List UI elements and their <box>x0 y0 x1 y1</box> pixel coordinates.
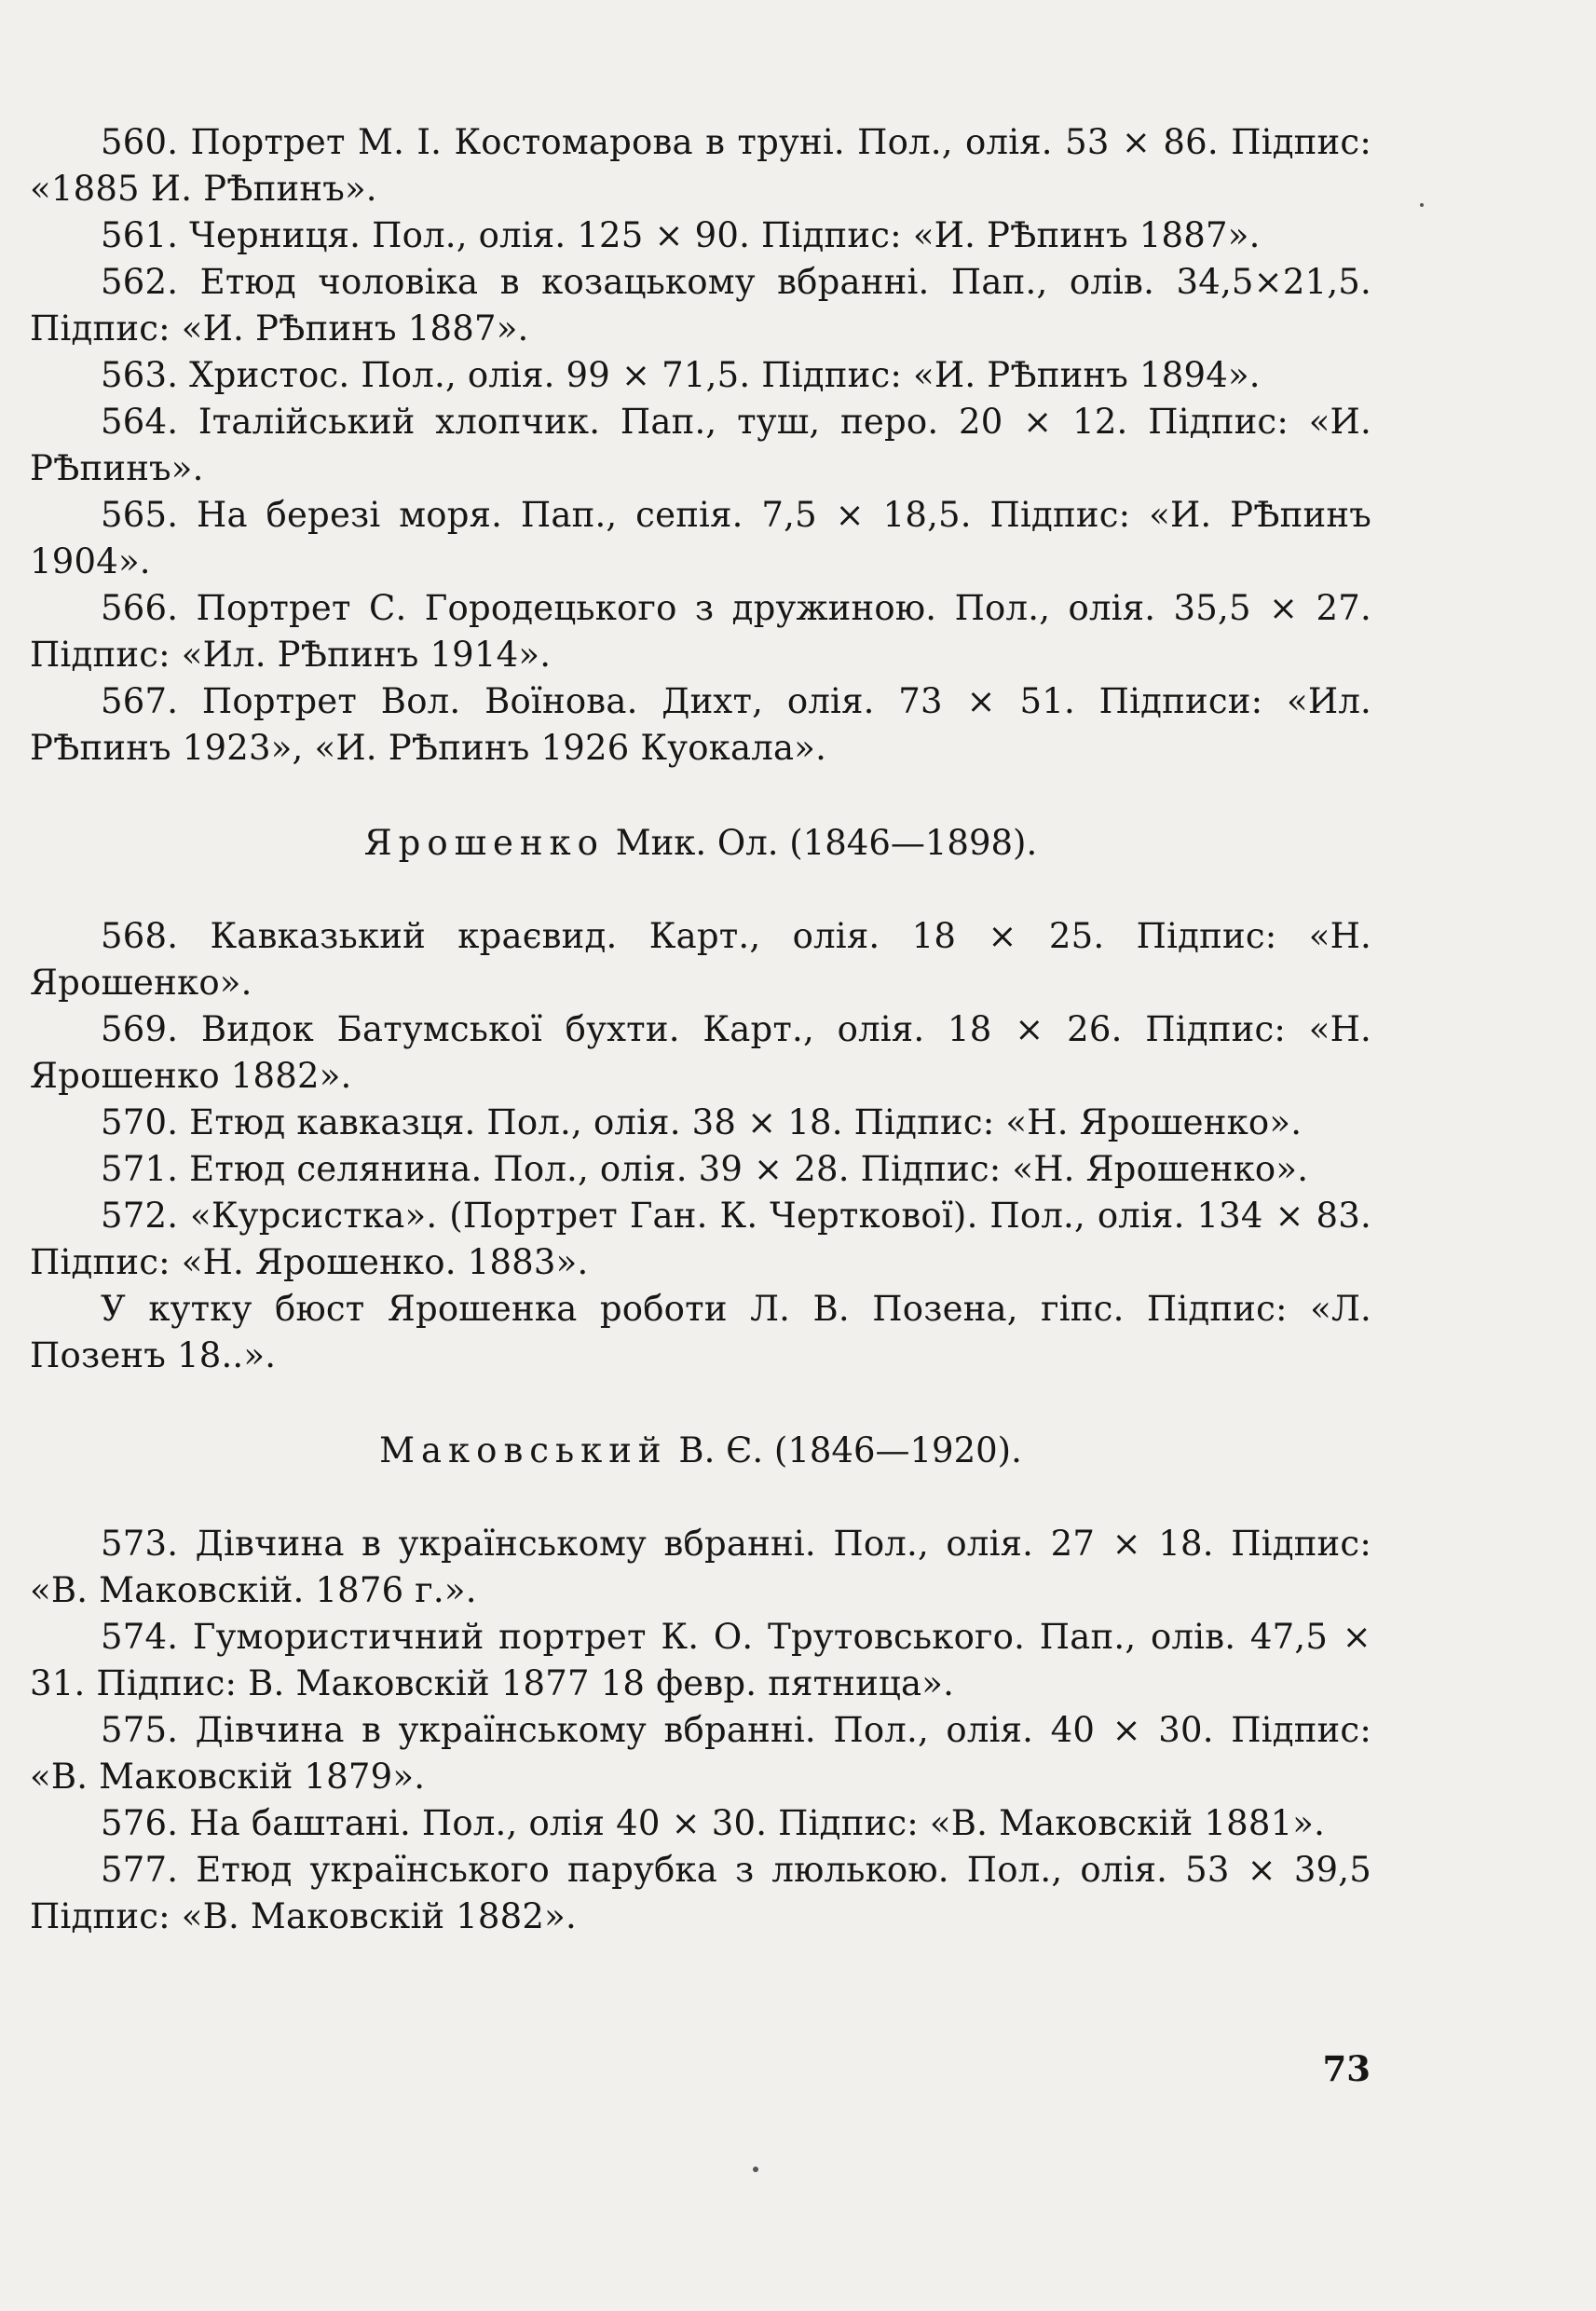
catalog-entry-565: 565. На березі моря. Пап., сепія. 7,5 ⨯ 18,5. Підпис: «И. РѢпинъ 1904». <box>30 495 1371 581</box>
heading-artist-details: Мик. Ол. (1846—1898). <box>615 823 1038 863</box>
catalog-entry-566: 566. Портрет С. Городецького з дружиною. Пол., олія. 35,5 ⨯ 27. Підпис: «Ил. РѢпинъ 1914». <box>30 588 1371 675</box>
paper-speck <box>753 2167 758 2172</box>
heading-artist-details: В. Є. (1846—1920). <box>678 1430 1022 1470</box>
catalog-entry-575: 575. Дівчина в українському вбранні. Пол., олія. 40 ⨯ 30. Підпис: «В. Маковскій 1879». <box>30 1710 1371 1797</box>
catalog-entry-564: 564. Італійський хлопчик. Пап., туш, перо. 20 ⨯ 12. Підпис: «И. РѢпинъ». <box>30 402 1371 488</box>
catalog-entry-567: 567. Портрет Вол. Воїнова. Дихт, олія. 73 ⨯ 51. Підписи: «Ил. РѢпинъ 1923», «И. РѢпинъ 1926 Куокала». <box>30 681 1371 768</box>
section-heading-yaroshenko <box>30 820 1371 867</box>
catalog-entry-560: 560. Портрет М. І. Костомарова в труні. Пол., олія. 53 ⨯ 86. Підпис: «1885 И. РѢпинъ». <box>30 122 1371 209</box>
catalog-entry-573: 573. Дівчина в українському вбранні. Пол., олія. 27 ⨯ 18. Підпис: «В. Маковскій. 1876 г.». <box>30 1524 1371 1610</box>
page-number: 73 <box>1322 2048 1371 2089</box>
catalog-entry-574: 574. Гумористичний портрет К. О. Трутовського. Пап., олів. 47,5 ⨯ 31. Підпис: В. Маковскій 1877 18 февр. пятница». <box>30 1617 1371 1703</box>
catalog-entry-570: 570. Етюд кавказця. Пол., олія. 38 ⨯ 18. Підпис: «Н. Ярошенко». <box>101 1102 1303 1142</box>
heading-artist-surname: Ярошенко <box>363 823 605 863</box>
section-heading-makovsky <box>30 1428 1371 1474</box>
catalog-entry-561: 561. Черниця. Пол., олія. 125 ⨯ 90. Підпис: «И. РѢпинъ 1887». <box>101 215 1261 255</box>
catalog-note-bust: У кутку бюст Ярошенка роботи Л. В. Позена, гіпс. Підпис: «Л. Позенъ 18..». <box>30 1289 1371 1375</box>
catalog-entry-569: 569. Видок Батумської бухти. Карт., олія. 18 ⨯ 26. Підпис: «Н. Ярошенко 1882». <box>30 1009 1371 1096</box>
catalog-entry-577: 577. Етюд українського парубка з люлькою. Пол., олія. 53 ⨯ 39,5 Підпис: «В. Маковскій 1882». <box>30 1850 1371 1936</box>
catalog-entry-572: 572. «Курсистка». (Портрет Ган. К. Черткової). Пол., олія. 134 ⨯ 83. Підпис: «Н. Ярошенко. 1883». <box>30 1196 1371 1282</box>
catalog-entry-576: 576. На баштані. Пол., олія 40 ⨯ 30. Підпис: «В. Маковскій 1881». <box>101 1803 1326 1843</box>
catalog-entry-562: 562. Етюд чоловіка в козацькому вбранні. Пап., олів. 34,5⨯21,5. Підпис: «И. РѢпинъ 1887». <box>30 262 1371 349</box>
catalog-entry-571: 571. Етюд селянина. Пол., олія. 39 ⨯ 28. Підпис: «Н. Ярошенко». <box>101 1149 1309 1189</box>
catalog-entry-568: 568. Кавказький краєвид. Карт., олія. 18 ⨯ 25. Підпис: «Н. Ярошенко». <box>30 916 1371 1003</box>
catalog-entry-563: 563. Христос. Пол., олія. 99 ⨯ 71,5. Підпис: «И. РѢпинъ 1894». <box>101 355 1261 395</box>
heading-artist-surname: Маковський <box>379 1430 668 1470</box>
page-content <box>30 119 1371 1940</box>
paper-speck <box>1420 203 1424 207</box>
